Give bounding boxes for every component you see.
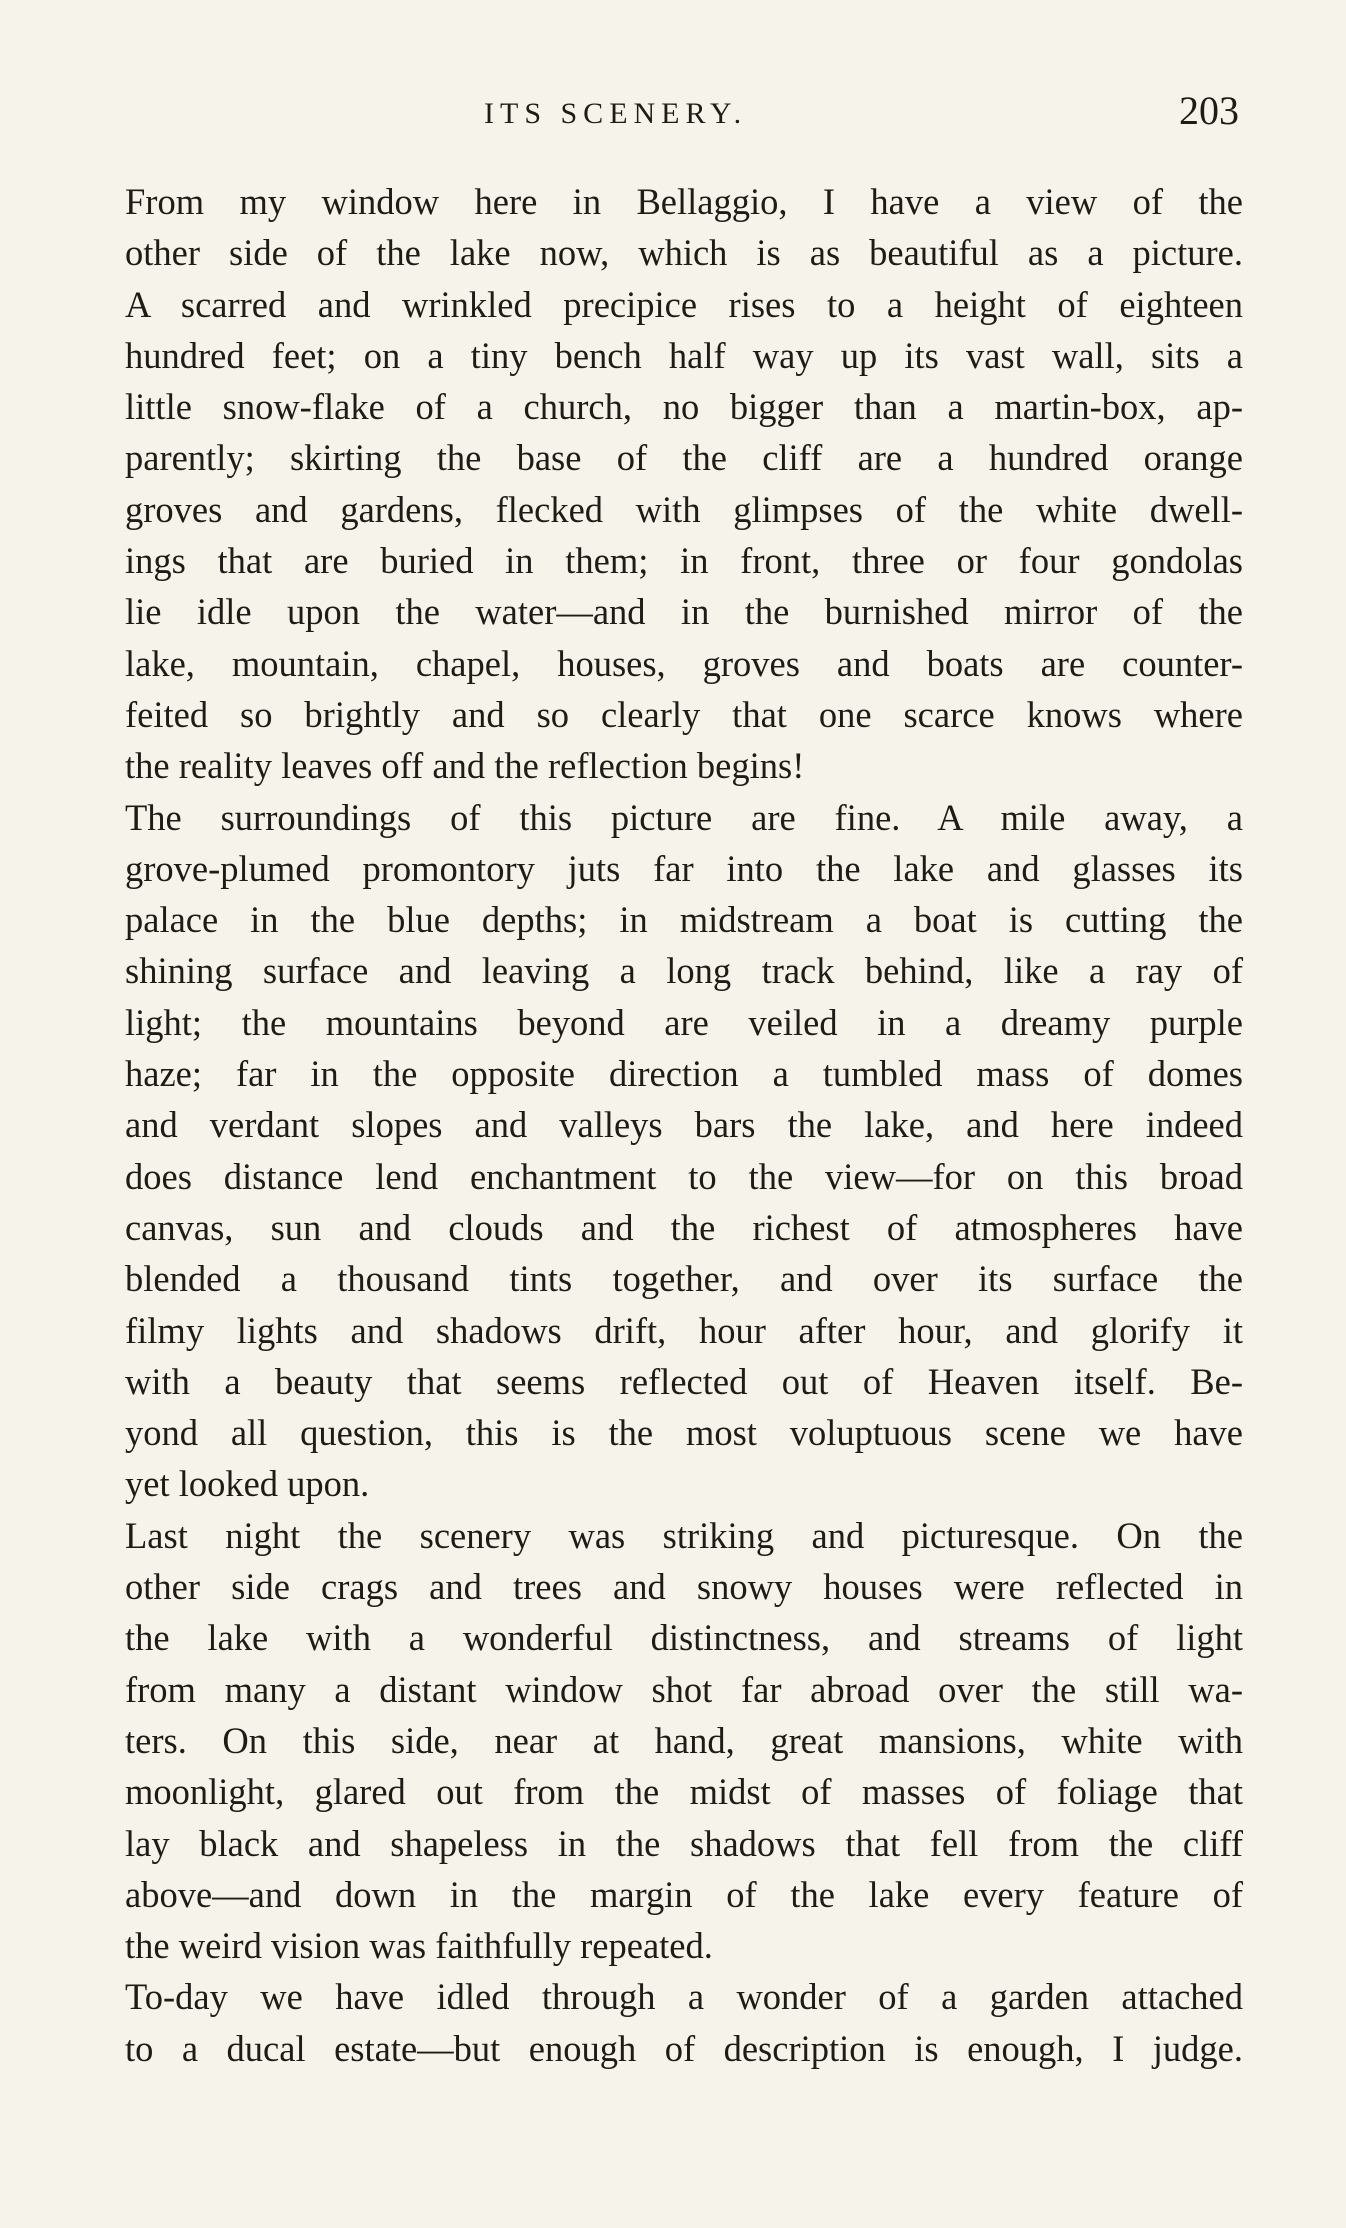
text-line: feited so brightly and so clearly that one scarce knows where: [125, 693, 1243, 735]
text-line: lay black and shapeless in the shadows that fell from the cliff: [125, 1822, 1243, 1864]
text-line: From my window here in Bellaggio, I have a view of the: [125, 181, 1243, 222]
text-line: above—and down in the margin of the lake every feature of: [125, 1873, 1243, 1915]
text-line: shining surface and leaving a long track behind, like a ray of: [125, 950, 1243, 992]
text-line: A scarred and wrinkled precipice rises to a height of eighteen: [125, 283, 1243, 325]
text-line: the lake with a wonderful distinctness, and streams of light: [125, 1617, 1243, 1659]
text-line: does distance lend enchantment to the view—for on this broad: [125, 1155, 1243, 1197]
text-line: groves and gardens, flecked with glimpses of the white dwell-: [125, 488, 1243, 530]
text-line: parently; skirting the base of the cliff are a hundred orange: [125, 437, 1243, 479]
text-line: To-day we have idled through a wonder of a garden attached: [125, 1976, 1243, 2018]
text-line: lake, mountain, chapel, houses, groves and boats are counter-: [125, 642, 1243, 684]
body-text: [78, 176, 1243, 2074]
text-line: other side crags and trees and snowy houses were reflected in: [125, 1566, 1243, 1608]
text-line: ings that are buried in them; in front, three or four gondolas: [125, 540, 1243, 582]
text-line: little snow-flake of a church, no bigger than a martin-box, ap-: [125, 386, 1243, 428]
text-line: canvas, sun and clouds and the richest of atmospheres have: [125, 1206, 1243, 1248]
paragraph-last-night: [78, 1510, 1243, 1972]
text-line: filmy lights and shadows drift, hour after hour, and glorify it: [125, 1309, 1243, 1351]
text-line: hundred feet; on a tiny bench half way up its vast wall, sits a: [125, 334, 1243, 376]
paragraph-to-day: [78, 1971, 1243, 2074]
page-number: 203: [1179, 88, 1239, 133]
text-line: the weird vision was faithfully repeated.: [125, 1925, 713, 1967]
text-line: grove-plumed promontory juts far into the lake and glasses its: [125, 847, 1243, 889]
text-line: from many a distant window shot far abroad over the still wa-: [125, 1668, 1243, 1710]
page-header: [0, 88, 1346, 142]
text-line: palace in the blue depths; in midstream a boat is cutting the: [125, 899, 1243, 941]
text-line: haze; far in the opposite direction a tumbled mass of domes: [125, 1053, 1243, 1095]
text-line: and verdant slopes and valleys bars the lake, and here indeed: [125, 1104, 1243, 1146]
paragraph-bellaggio-view: [78, 176, 1243, 792]
text-line: ters. On this side, near at hand, great mansions, white with: [125, 1719, 1243, 1761]
text-line: light; the mountains beyond are veiled in a dreamy purple: [125, 1001, 1243, 1043]
paragraph-surroundings: [78, 792, 1243, 1510]
text-line: blended a thousand tints together, and over its surface the: [125, 1258, 1243, 1300]
text-line: yond all question, this is the most voluptuous scene we have: [125, 1412, 1243, 1454]
text-line: lie idle upon the water—and in the burnished mirror of the: [125, 591, 1243, 633]
text-line: yet looked upon.: [125, 1463, 370, 1505]
text-line: The surroundings of this picture are fine. A mile away, a: [125, 796, 1243, 838]
text-line: moonlight, glared out from the midst of masses of foliage that: [125, 1771, 1243, 1813]
text-line: the reality leaves off and the reflection begins!: [125, 745, 805, 787]
text-line: to a ducal estate—but enough of description is enough, I judge.: [125, 2027, 1243, 2069]
text-line: Last night the scenery was striking and picturesque. On the: [125, 1514, 1243, 1556]
text-line: with a beauty that seems reflected out of Heaven itself. Be-: [125, 1360, 1243, 1402]
running-head: ITS SCENERY.: [484, 97, 748, 130]
text-line: other side of the lake now, which is as beautiful as a picture.: [125, 232, 1243, 274]
